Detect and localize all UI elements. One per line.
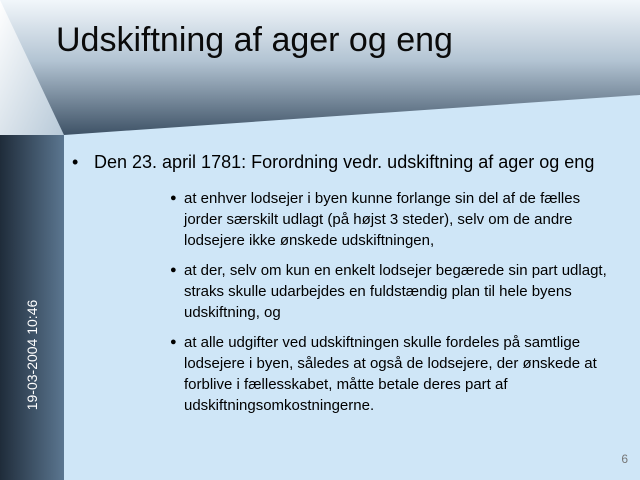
sub-bullet-text: at alle udgifter ved udskiftningen skulle fordeles på samtlige lodsejere i byen, således at også de lodsejere, der ønskede at forblive i fællesskabet, måtte betale deres part af udskiftningsomkostningerne. [184,334,597,414]
sub-bullet-text: at der, selv om kun en enkelt lodsejer begærede sin part udlagt, straks skulle udarbejdes en fuldstændig plan til hele byens udskiftning, og [184,262,607,321]
sub-bullet-text: at enhver lodsejer i byen kunne forlange sin del af de fælles jorder særskilt udlagt (på højst 3 steder), selv om de andre lodsejere ikke ønskede udskiftningen, [184,190,581,249]
slide-title: Udskiftning af ager og eng [56,21,453,59]
main-bullet-text: Den 23. april 1781: Forordning vedr. udskiftning af ager og eng [94,152,595,172]
main-bullet-item [72,150,612,174]
bullet-icon: ● [170,192,177,204]
sub-bullet-item [170,332,610,416]
bullet-icon: ● [170,336,177,348]
date-stamp: 19-03-2004 10:46 [24,299,40,411]
sub-bullet-item [170,260,610,323]
sub-bullet-list [170,188,610,416]
sub-bullet-item [170,188,610,251]
slide-content [72,150,612,425]
page-number: 6 [621,452,628,466]
bullet-icon: • [72,152,79,172]
bullet-icon: ● [170,264,177,276]
